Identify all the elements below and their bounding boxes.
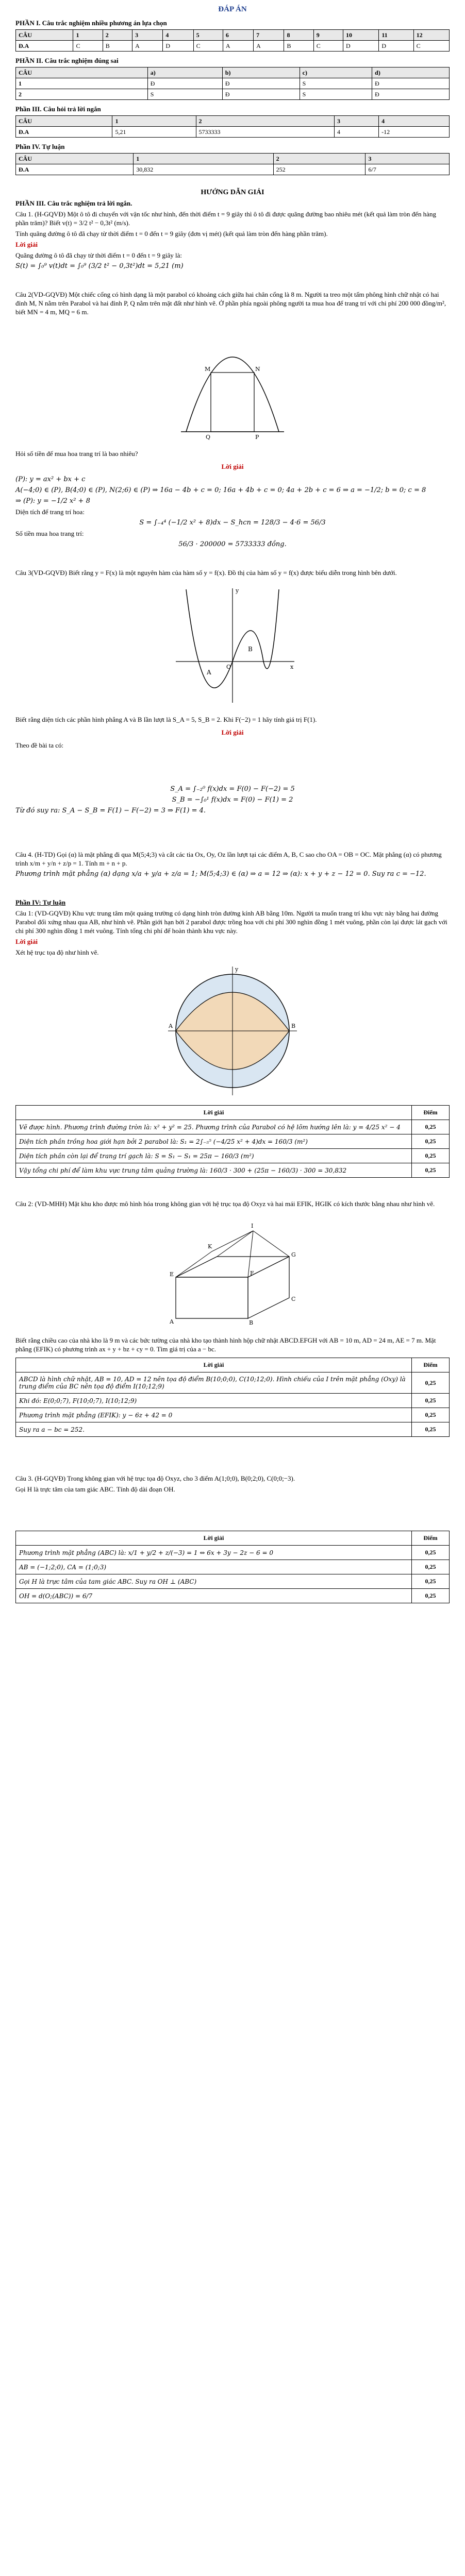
table-header: CÂU [16,67,148,78]
q3-given: Biết rằng diện tích các phần hình phẳng A và B lần lượt là S_A = 5, S_B = 2. Khi F(−2) = 1 hãy tính giá trị F(1). [15,716,317,723]
part2-answer-table [15,67,450,100]
score-cell: 0,25 [412,1422,450,1437]
table-row [16,164,450,175]
score-cell: 0,25 [412,1394,450,1408]
answer-cell: Đ [222,89,300,100]
score-header: Điểm [412,1531,450,1546]
score-header: Điểm [412,1106,450,1120]
solution-step: AB = (−1;2;0), CA = (1;0;3) [16,1560,412,1574]
part1-answer-row [16,41,450,52]
svg-text:G: G [291,1251,296,1258]
svg-text:P: P [255,434,259,440]
score-cell: 0,25 [412,1408,450,1422]
score-cell: 0,25 [412,1149,450,1163]
q1-text2: Tính quãng đường ô tô đã chạy từ thời điểm t = 0 đến t = 9 giây (đơn vị mét) (kết quả làm tròn đến hàng phần trăm). [15,230,328,238]
p4q1-text: Câu 1: (VD-GQVĐ) Khu vực trung tâm một quảng trường có dạng hình tròn đường kính AB bằng 10m. Người ta muốn trang trí khu vực này bằng hai đường Parabol đối xứng nhau qua AB, như hình vẽ. Phần giới hạn bởi 2 parabol được trồng hoa với chi phí 300 nghìn đồng 1 mét vuông, phần còn lại được lát gạch với chi phí 300 nghìn đồng 1 mét vuông. Tính tổng chi phí để hoàn thành khu vực này. [15,909,447,935]
svg-text:O: O [226,664,231,670]
table-header: 3 [366,154,450,164]
grade-table-3 [15,1531,450,1603]
part4-answer-table [15,153,450,175]
warehouse-diagram [155,1215,310,1329]
grade-row [16,1422,450,1437]
solution-step: Suy ra a − bc = 252. [16,1422,412,1437]
grade-header-row [16,1531,450,1546]
row-label: CÂU [16,30,73,41]
q4-text: Câu 4. (H-TD) Gọi (α) là mặt phẳng đi qua M(5;4;3) và cắt các tia Ox, Oy, Oz lần lượt tại các điểm A, B, C sao cho OA = OB = OC. Mặt phẳng (α) có phương trình x/m + y/n + z/p = 1. Tính m + n + p. [15,851,442,867]
table-header: 2 [196,116,335,127]
q3-solution-label: Lời giải [221,728,244,736]
score-cell: 0,25 [412,1560,450,1574]
question-number: 2 [103,30,132,41]
q2-area-label: Diện tích để trang trí hoa: [15,508,85,516]
grade-row [16,1372,450,1394]
answer-cell: C [313,41,343,52]
q3-text: Câu 3(VD-GQVĐ) Biết rằng y = F(x) là một nguyên hàm của hàm số y = f(x). Đồ thị của hàm số y = f(x) được biểu diễn trong hình bên dưới. [15,569,397,577]
gate-parabola-figure [15,324,450,442]
solution-header: Lời giải [16,1106,412,1120]
warehouse-figure [15,1215,450,1329]
q2-system: A(−4;0) ∈ (P), B(4;0) ∈ (P), N(2;6) ∈ (P) ⇒ 16a − 4b + c = 0; 16a + 4b + c = 0; 4a + 2b + c = 6 ⇒ a = −1/2; b = 0; c = 8 [15,486,426,494]
answer-cell: Đ.A [16,127,112,138]
p4q1-system: Xét hệ trục tọa độ như hình vẽ. [15,948,99,956]
q2-question: Hỏi số tiền để mua hoa trang trí là bao nhiêu? [15,450,138,457]
page-title: ĐÁP ÁN [218,5,247,13]
answer-cell: S [300,78,372,89]
question-number: 7 [254,30,284,41]
answer-cell: B [284,41,313,52]
part3-heading: Phần III. Câu hỏi trả lời ngắn [15,105,101,113]
answer-cell: B [103,41,132,52]
table-header: 3 [335,116,379,127]
answer-cell: S [147,89,222,100]
grade-header-row [16,1358,450,1372]
table-header: 2 [273,154,366,164]
table-header-row [16,116,450,127]
answer-cell: D [163,41,193,52]
answer-cell: 5,21 [112,127,196,138]
solution-step: Phương trình mặt phẳng (EFIK): y − 6z + 42 = 0 [16,1408,412,1422]
question-number: 8 [284,30,313,41]
grade-row [16,1149,450,1163]
q3-eq2: Từ đó suy ra: S_A − S_B = F(1) − F(−2) = 3 ⇒ F(1) = 4. [15,807,206,815]
answer-cell: Đ [147,78,222,89]
answer-cell: 252 [273,164,366,175]
q1-solution-label: Lời giải [15,241,38,248]
svg-text:B: B [248,646,253,653]
svg-text:M: M [205,366,211,372]
grade-row [16,1408,450,1422]
q1-formula: S(t) = ∫₀⁹ v(t)dt = ∫₀⁹ (3/2 t² − 0,3t²)dt = 5,21 (m) [15,262,184,270]
grade-row [16,1163,450,1178]
q2-text: Câu 2(VD-GQVĐ) Một chiếc cổng có hình dạng là một parabol có khoảng cách giữa hai chân cổng là 8 m. Người ta treo một tấm phông hình chữ nhật có hai đỉnh M, N nằm trên Parabol và hai đỉnh P, Q nằm trên mặt đất như hình vẽ. Ở phần phía ngoài phông người ta mua hoa để trang trí với chi phí 200 000 đồng/m², biết MN = 4 m, MQ = 6 m. [15,291,446,316]
table-row [16,78,450,89]
question-number: 11 [379,30,413,41]
svg-text:y: y [236,587,239,594]
solution-step: Gọi H là trực tâm của tam giác ABC. Suy ra OH ⊥ (ABC) [16,1574,412,1589]
q2-money-label: Số tiền mua hoa trang trí: [15,530,84,537]
parabola-gate-diagram [176,324,289,442]
score-cell: 0,25 [412,1574,450,1589]
part4-heading: Phần IV. Tự luận [15,143,65,150]
grade-row [16,1120,450,1134]
score-cell: 0,25 [412,1589,450,1603]
table-header: CÂU [16,116,112,127]
solution-step: Vậy tổng chi phí để làm khu vực trung tâm quảng trường là: 160/3 · 300 + (25π − 160/3) · 300 = 30,832 [16,1163,412,1178]
p4q1-solution-label: Lời giải [15,938,38,945]
answer-cell: C [413,41,449,52]
grade-header-row [16,1106,450,1120]
table-header: 1 [134,154,273,164]
q2-solution-label: Lời giải [221,463,244,470]
grade-table-2 [15,1358,450,1437]
circle-parabola-figure [15,964,450,1098]
guide-part3-heading: PHẦN III. Câu trắc nghiệm trả lời ngắn. [15,199,132,207]
answer-cell: C [193,41,223,52]
svg-text:I: I [251,1223,254,1229]
table-header: 1 [112,116,196,127]
table-header: b) [222,67,300,78]
part4-guide-heading: Phần IV: Tự luận [15,899,66,906]
svg-text:N: N [255,366,260,372]
answer-cell: Đ [372,89,450,100]
grade-row [16,1560,450,1574]
q2-area: S = ∫₋₄⁴ (−1/2 x² + 8)dx − S_hcn = 128/3 − 4·6 = 56/3 [139,519,326,527]
table-header-row [16,154,450,164]
grade-row [16,1134,450,1149]
part1-heading: PHẦN I. Câu trắc nghiệm nhiều phương án lựa chọn [15,19,167,27]
function-graph-figure [15,584,450,708]
svg-text:B: B [291,1023,296,1029]
q2-parabola-form: (P): y = ax² + bx + c [15,476,86,483]
answer-cell: D [343,41,379,52]
q1-solution-text: Quãng đường ô tô đã chạy từ thời điểm t = 0 đến t = 9 giây là: [15,251,182,259]
q3-eq1: S_A = ∫₋₂⁰ f(x)dx = F(0) − F(−2) = 5 [170,785,295,793]
solution-step: Khi đó: E(0;0;7), F(10;0;7), I(10;12;9) [16,1394,412,1408]
score-cell: 0,25 [412,1372,450,1394]
answer-cell: C [73,41,103,52]
circle-parabola-diagram [165,964,300,1098]
p4q3-text: Câu 3. (H-GQVĐ) Trong không gian với hệ trục tọa độ Oxyz, cho 3 điểm A(1;0;0), B(0;2;0), C(0;0;−3). [15,1475,295,1482]
answer-cell: -12 [379,127,450,138]
score-cell: 0,25 [412,1546,450,1560]
answer-cell: D [379,41,413,52]
function-graph [165,584,300,708]
solution-step: Diện tích phần trồng hoa giới hạn bởi 2 parabol là: S₁ = 2∫₋₅⁵ (−4/25 x² + 4)dx = 160/3 (m²) [16,1134,412,1149]
grade-row [16,1574,450,1589]
p4q3-ask: Gọi H là trực tâm của tam giác ABC. Tính độ dài đoạn OH. [15,1485,175,1493]
question-number: 4 [163,30,193,41]
score-cell: 0,25 [412,1163,450,1178]
svg-text:x: x [290,664,294,670]
row-label: Đ.A [16,41,73,52]
table-header-row [16,67,450,78]
grade-row [16,1394,450,1408]
solution-step: ABCD là hình chữ nhật, AB = 10, AD = 12 nên tọa độ điểm B(10;0;0), C(10;12;0). Hình chiếu của I trên mặt phẳng (Oxy) là trung điểm của BC nên tọa độ điểm I(10;12;9) [16,1372,412,1394]
solution-header: Lời giải [16,1358,412,1372]
p4q2-given: Biết rằng chiều cao của nhà kho là 9 m và các bức tường của nhà kho tạo thành hình hộp chữ nhật ABCD.EFGH với AB = 10 m, AD = 24 m, AE = 7 m. Mặt phẳng (EFIK) có phương trình ax + y + bz + cy = 0. Tìm giá trị của a − bc. [15,1336,436,1353]
solution-header: Lời giải [16,1531,412,1546]
table-header: c) [300,67,372,78]
question-number: 3 [132,30,163,41]
table-header: d) [372,67,450,78]
q1-text: Câu 1. (H-GQVĐ) Một ô tô đi chuyển với vận tốc như hình, đến thời điểm t = 9 giây thì ô tô đi được quãng đường bao nhiêu mét (kết quả làm tròn đến hàng phần trăm)? Biết v(t) = 3/2 t² − 0,3t² (m/s). [15,210,436,227]
answer-cell: Đ.A [16,164,134,175]
answer-cell: 6/7 [366,164,450,175]
question-number: 1 [73,30,103,41]
q3-theory: Theo đề bài ta có: [15,741,64,749]
answer-cell: 30,832 [134,164,273,175]
svg-text:A: A [207,669,211,676]
q2-parabola-eq: ⇒ (P): y = −1/2 x² + 8 [15,497,90,505]
table-header: a) [147,67,222,78]
svg-text:A: A [169,1023,173,1029]
svg-text:F: F [250,1270,254,1277]
grade-row [16,1589,450,1603]
solution-step: Diện tích phần còn lại để trang trí gạch là: S = S₁ − S₁ = 25π − 160/3 (m²) [16,1149,412,1163]
svg-text:y: y [235,966,239,973]
answer-cell: A [223,41,253,52]
question-number: 10 [343,30,379,41]
part1-answer-table [15,29,450,52]
svg-text:Q: Q [206,434,211,440]
score-cell: 0,25 [412,1134,450,1149]
p4q2-text: Câu 2: (VD-MHH) Mặt khu kho được mô hình hóa trong không gian với hệ trục tọa độ Oxyz và hai mái EFIK, HGIK có kích thước bằng nhau như hình vẽ. [15,1200,435,1208]
q2-money: 56/3 · 200000 = 5733333 đồng. [178,540,287,548]
answer-cell: S [300,89,372,100]
table-header: CÂU [16,154,134,164]
answer-cell: 2 [16,89,148,100]
solution-step: OH = d(O;(ABC)) = 6/7 [16,1589,412,1603]
part3-answer-table [15,115,450,138]
answer-cell: 4 [335,127,379,138]
svg-text:A: A [170,1318,174,1325]
solution-step: Phương trình mặt phẳng (ABC) là: x/1 + y/2 + z/(−3) = 1 ⇔ 6x + 3y − 2z − 6 = 0 [16,1546,412,1560]
answer-cell: Đ [222,78,300,89]
answer-cell: A [254,41,284,52]
answer-cell: Đ [372,78,450,89]
svg-text:B: B [249,1319,254,1326]
solution-step: Vẽ được hình. Phương trình đường tròn là: x² + y² = 25. Phương trình của Parabol có hệ lõm hướng lên là: y = 4/25 x² − 4 [16,1120,412,1134]
svg-text:C: C [291,1296,296,1302]
table-row [16,89,450,100]
q3-eq1b: S_B = −∫₀¹ f(x)dx = F(0) − F(1) = 2 [172,796,293,804]
table-header: 4 [379,116,450,127]
question-number: 9 [313,30,343,41]
answer-cell: 5733333 [196,127,335,138]
question-number: 12 [413,30,449,41]
table-row [16,127,450,138]
q4-solution: Phương trình mặt phẳng (α) dạng x/a + y/a + z/a = 1; M(5;4;3) ∈ (α) ⇒ a = 12 ⇒ (α): x + y + z − 12 = 0. Suy ra c = −12. [15,870,426,878]
grade-row [16,1546,450,1560]
question-number: 6 [223,30,253,41]
svg-text:E: E [170,1271,174,1278]
answer-cell: A [132,41,163,52]
svg-text:K: K [208,1243,212,1250]
answer-cell: 1 [16,78,148,89]
grade-table-1 [15,1105,450,1178]
guide-title: HƯỚNG DẪN GIẢI [201,189,264,196]
score-cell: 0,25 [412,1120,450,1134]
part1-question-row [16,30,450,41]
part2-heading: PHẦN II. Câu trắc nghiệm đúng sai [15,57,119,64]
score-header: Điểm [412,1358,450,1372]
question-number: 5 [193,30,223,41]
